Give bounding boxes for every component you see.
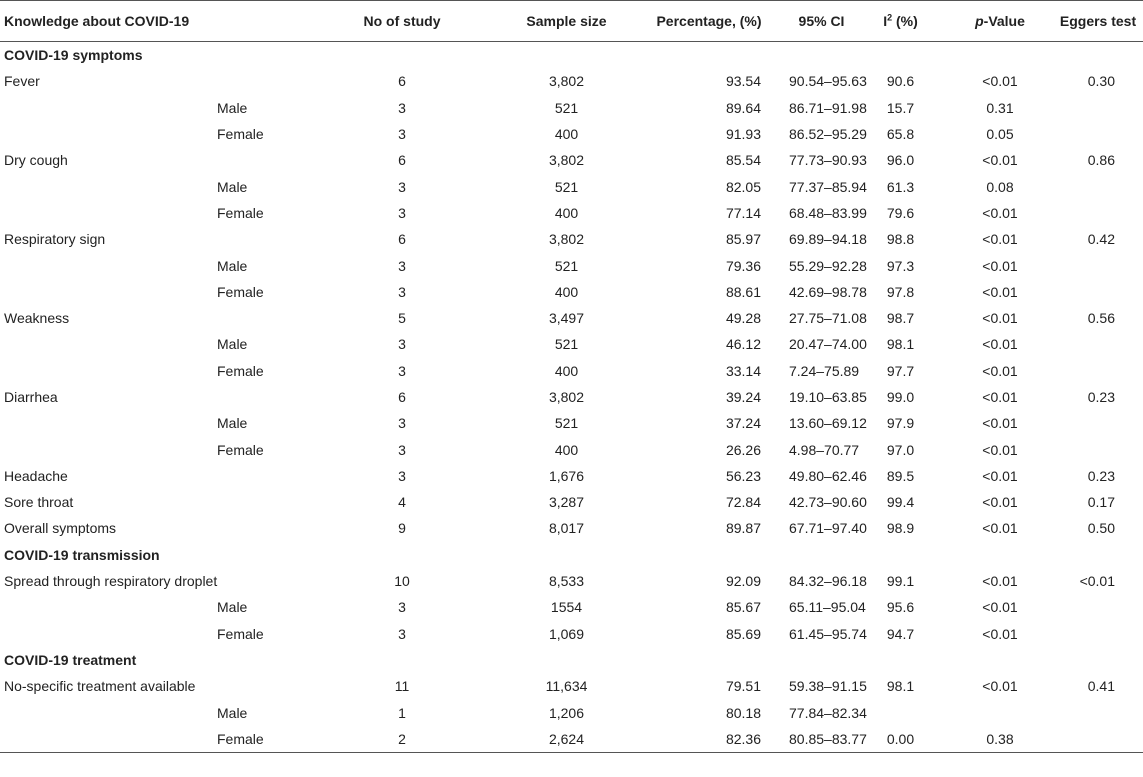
cell-sample-size: 400 bbox=[554, 283, 579, 300]
row-label: Weakness bbox=[4, 310, 70, 327]
cell-no-of-study: 4 bbox=[398, 494, 406, 511]
cell-i2: 98.1 bbox=[886, 678, 915, 695]
cell-eggers-test bbox=[1053, 594, 1143, 620]
cell-no-of-study: 11 bbox=[394, 678, 410, 695]
subgroup-label: Female bbox=[217, 362, 264, 379]
cell-percentage: 85.54 bbox=[725, 152, 761, 169]
table-header bbox=[0, 1, 1143, 42]
cell-no-of-study: 6 bbox=[398, 389, 406, 405]
row-label: Headache bbox=[4, 467, 68, 484]
cell-no-of-study: 3 bbox=[398, 257, 406, 274]
subgroup-label: Female bbox=[217, 625, 264, 642]
cell-eggers-test bbox=[1053, 331, 1143, 357]
cell-no-of-study: 10 bbox=[394, 573, 410, 590]
cell-p-value: <0.01 bbox=[982, 415, 1018, 432]
header-i2-sup: 2 bbox=[887, 12, 893, 23]
row-label: Diarrhea bbox=[4, 389, 58, 405]
cell-no-of-study: 3 bbox=[398, 362, 406, 379]
subgroup-label: Male bbox=[217, 599, 248, 616]
cell-sample-size: 11,634 bbox=[545, 678, 588, 695]
header-95-ci: 95% CI bbox=[789, 1, 854, 42]
cell-no-of-study: 3 bbox=[398, 99, 406, 116]
subgroup-row bbox=[0, 436, 1143, 462]
subgroup-label: Male bbox=[217, 704, 248, 721]
subgroup-label: Male bbox=[217, 257, 248, 274]
cell-95-ci: 55.29–92.28 bbox=[789, 257, 867, 274]
cell-95-ci: 49.80–62.46 bbox=[789, 467, 867, 484]
cell-p-value: <0.01 bbox=[982, 204, 1018, 221]
cell-95-ci: 84.32–96.18 bbox=[789, 573, 867, 590]
cell-95-ci: 4.98–70.77 bbox=[789, 441, 860, 458]
cell-p-value: <0.01 bbox=[982, 257, 1018, 274]
cell-no-of-study: 6 bbox=[398, 231, 406, 248]
section-title: COVID-19 symptoms bbox=[4, 47, 143, 64]
subgroup-row bbox=[0, 621, 1143, 647]
table-row bbox=[0, 515, 1143, 541]
cell-percentage: 72.84 bbox=[725, 494, 761, 511]
indent-spacer bbox=[0, 436, 217, 462]
cell-i2: 98.8 bbox=[886, 231, 915, 248]
subgroup-label: Female bbox=[217, 204, 264, 221]
cell-no-of-study: 2 bbox=[300, 726, 504, 753]
cell-sample-size: 3,287 bbox=[548, 494, 585, 511]
cell-95-ci: 42.73–90.60 bbox=[789, 494, 867, 511]
cell-eggers-test: 0.42 bbox=[1087, 231, 1115, 248]
cell-sample-size: 521 bbox=[554, 336, 579, 353]
header-p-italic: p bbox=[975, 13, 984, 29]
cell-sample-size: 1,676 bbox=[548, 467, 585, 484]
cell-95-ci: 59.38–91.15 bbox=[789, 678, 867, 695]
section-title: COVID-19 treatment bbox=[4, 651, 137, 668]
header-row bbox=[0, 1, 1143, 42]
subgroup-label: Male bbox=[217, 178, 248, 195]
table-row bbox=[0, 463, 1143, 489]
indent-spacer bbox=[0, 358, 217, 384]
cell-percentage: 89.64 bbox=[725, 99, 761, 116]
table-row bbox=[0, 226, 1143, 252]
cell-95-ci: 20.47–74.00 bbox=[789, 336, 867, 353]
header-knowledge: Knowledge about COVID-19 bbox=[0, 1, 300, 42]
cell-percentage: 82.05 bbox=[725, 178, 761, 195]
cell-i2 bbox=[854, 699, 947, 725]
header-i2 bbox=[854, 1, 947, 42]
header-no-of-study: No of study bbox=[300, 1, 504, 42]
cell-95-ci: 80.85–83.77 bbox=[789, 726, 854, 753]
indent-spacer bbox=[0, 121, 217, 147]
cell-95-ci: 19.10–63.85 bbox=[789, 389, 867, 405]
table-row bbox=[0, 305, 1143, 331]
header-i2-rest: (%) bbox=[892, 13, 918, 29]
cell-eggers-test bbox=[1053, 95, 1143, 121]
subgroup-row bbox=[0, 594, 1143, 620]
cell-no-of-study: 5 bbox=[398, 310, 406, 327]
header-i2-base: I bbox=[883, 13, 888, 29]
cell-p-value bbox=[947, 699, 1053, 725]
cell-i2: 98.7 bbox=[886, 310, 915, 327]
cell-eggers-test: <0.01 bbox=[1079, 573, 1115, 590]
cell-i2: 97.3 bbox=[886, 257, 915, 274]
row-label: Sore throat bbox=[4, 494, 74, 511]
cell-eggers-test bbox=[1053, 279, 1143, 305]
cell-sample-size: 8,533 bbox=[548, 573, 585, 590]
subgroup-row bbox=[0, 410, 1143, 436]
subgroup-label: Female bbox=[217, 726, 300, 753]
indent-spacer bbox=[0, 594, 217, 620]
cell-p-value: <0.01 bbox=[982, 625, 1018, 642]
cell-95-ci: 86.52–95.29 bbox=[789, 126, 867, 143]
cell-95-ci: 86.71–91.98 bbox=[789, 99, 867, 116]
cell-no-of-study: 3 bbox=[398, 126, 406, 143]
cell-eggers-test bbox=[1053, 358, 1143, 384]
cell-eggers-test bbox=[1053, 621, 1143, 647]
cell-i2: 94.7 bbox=[886, 625, 915, 642]
cell-sample-size: 521 bbox=[554, 99, 579, 116]
cell-no-of-study: 1 bbox=[398, 704, 406, 721]
cell-sample-size: 1,069 bbox=[548, 625, 585, 642]
cell-p-value: 0.31 bbox=[986, 99, 1014, 116]
cell-sample-size: 400 bbox=[554, 126, 579, 143]
cell-percentage: 37.24 bbox=[725, 415, 761, 432]
subgroup-row bbox=[0, 95, 1143, 121]
cell-i2: 97.9 bbox=[886, 415, 915, 432]
row-label: Fever bbox=[4, 73, 40, 90]
cell-eggers-test bbox=[1053, 252, 1143, 278]
cell-eggers-test bbox=[1053, 436, 1143, 462]
section-row bbox=[0, 542, 1143, 568]
subgroup-row bbox=[0, 279, 1143, 305]
cell-eggers-test: 0.41 bbox=[1087, 678, 1115, 695]
cell-eggers-test: 0.23 bbox=[1087, 467, 1115, 484]
cell-eggers-test: 0.56 bbox=[1087, 310, 1115, 327]
cell-eggers-test bbox=[1053, 726, 1143, 753]
cell-sample-size: 400 bbox=[554, 362, 579, 379]
header-eggers-test: Eggers test bbox=[1053, 1, 1143, 42]
cell-95-ci: 65.11–95.04 bbox=[789, 599, 866, 616]
cell-sample-size: 3,802 bbox=[548, 389, 585, 405]
cell-percentage: 56.23 bbox=[725, 467, 761, 484]
cell-percentage: 26.26 bbox=[725, 441, 761, 458]
cell-sample-size: 1554 bbox=[550, 599, 583, 616]
subgroup-row bbox=[0, 252, 1143, 278]
cell-percentage: 82.36 bbox=[629, 726, 789, 753]
cell-percentage: 85.97 bbox=[725, 231, 761, 248]
subgroup-label: Female bbox=[217, 283, 264, 300]
cell-p-value: <0.01 bbox=[982, 467, 1018, 484]
table-row bbox=[0, 568, 1143, 594]
cell-percentage: 77.14 bbox=[725, 204, 761, 221]
cell-i2: 97.8 bbox=[886, 283, 915, 300]
cell-sample-size: 3,802 bbox=[548, 152, 585, 169]
cell-95-ci: 77.84–82.34 bbox=[789, 704, 867, 721]
section-row bbox=[0, 42, 1143, 69]
cell-sample-size: 8,017 bbox=[548, 520, 585, 537]
cell-percentage: 91.93 bbox=[725, 126, 761, 143]
cell-p-value: <0.01 bbox=[982, 599, 1018, 616]
cell-p-value: <0.01 bbox=[982, 573, 1018, 590]
subgroup-label: Male bbox=[217, 99, 248, 116]
row-label: Respiratory sign bbox=[4, 231, 106, 248]
header-p-value bbox=[947, 1, 1053, 42]
subgroup-label: Male bbox=[217, 336, 248, 353]
cell-p-value: <0.01 bbox=[982, 73, 1018, 90]
indent-spacer bbox=[0, 279, 217, 305]
subgroup-label: Female bbox=[217, 441, 264, 458]
cell-i2: 89.5 bbox=[886, 467, 915, 484]
cell-p-value: <0.01 bbox=[982, 520, 1018, 537]
cell-eggers-test: 0.23 bbox=[1087, 389, 1115, 405]
cell-p-value: <0.01 bbox=[982, 362, 1018, 379]
subgroup-row bbox=[0, 121, 1143, 147]
cell-p-value: <0.01 bbox=[982, 494, 1018, 511]
cell-percentage: 85.67 bbox=[725, 599, 761, 616]
cell-eggers-test: 0.17 bbox=[1087, 494, 1115, 511]
cell-i2: 98.1 bbox=[886, 336, 915, 353]
cell-eggers-test bbox=[1053, 173, 1143, 199]
cell-p-value: <0.01 bbox=[982, 310, 1018, 327]
cell-percentage: 89.87 bbox=[725, 520, 761, 537]
cell-no-of-study: 3 bbox=[398, 467, 406, 484]
cell-p-value: <0.01 bbox=[982, 441, 1018, 458]
row-label: Overall symptoms bbox=[4, 520, 117, 537]
indent-spacer bbox=[0, 410, 217, 436]
cell-sample-size: 400 bbox=[554, 441, 579, 458]
cell-i2: 99.0 bbox=[886, 389, 915, 405]
cell-p-value: <0.01 bbox=[982, 283, 1018, 300]
section-row bbox=[0, 647, 1143, 673]
cell-95-ci: 90.54–95.63 bbox=[789, 73, 867, 90]
cell-sample-size: 521 bbox=[554, 178, 579, 195]
cell-p-value: <0.01 bbox=[982, 389, 1018, 405]
cell-percentage: 79.36 bbox=[725, 257, 761, 274]
cell-no-of-study: 9 bbox=[398, 520, 406, 537]
cell-no-of-study: 3 bbox=[398, 441, 406, 458]
subgroup-row bbox=[0, 173, 1143, 199]
cell-percentage: 85.69 bbox=[725, 625, 761, 642]
cell-i2: 0.00 bbox=[854, 726, 947, 753]
subgroup-row bbox=[0, 331, 1143, 357]
cell-95-ci: 77.37–85.94 bbox=[789, 178, 867, 195]
cell-i2: 95.6 bbox=[886, 599, 915, 616]
cell-i2: 15.7 bbox=[886, 99, 915, 116]
cell-eggers-test: 0.86 bbox=[1087, 152, 1115, 169]
cell-percentage: 80.18 bbox=[725, 704, 761, 721]
cell-95-ci: 61.45–95.74 bbox=[789, 625, 867, 642]
cell-percentage: 49.28 bbox=[725, 310, 761, 327]
cell-95-ci: 69.89–94.18 bbox=[789, 231, 867, 248]
cell-no-of-study: 6 bbox=[398, 152, 406, 169]
cell-i2: 99.4 bbox=[886, 494, 915, 511]
subgroup-label: Male bbox=[217, 415, 248, 432]
cell-eggers-test bbox=[1053, 410, 1143, 436]
cell-95-ci: 68.48–83.99 bbox=[789, 204, 867, 221]
cell-sample-size: 521 bbox=[554, 415, 579, 432]
cell-sample-size: 3,802 bbox=[548, 73, 585, 90]
cell-i2: 99.1 bbox=[886, 573, 915, 590]
cell-sample-size: 3,497 bbox=[548, 310, 585, 327]
cell-95-ci: 7.24–75.89 bbox=[789, 362, 860, 379]
cell-i2: 90.6 bbox=[886, 73, 915, 90]
table-row bbox=[0, 147, 1143, 173]
cell-no-of-study: 3 bbox=[398, 415, 406, 432]
cell-sample-size: 521 bbox=[554, 257, 579, 274]
row-label: No-specific treatment available bbox=[4, 678, 196, 695]
cell-p-value: 0.38 bbox=[947, 726, 1053, 753]
cell-no-of-study: 3 bbox=[398, 336, 406, 353]
cell-p-value: 0.05 bbox=[986, 126, 1014, 143]
cell-no-of-study: 3 bbox=[398, 283, 406, 300]
cell-sample-size: 2,624 bbox=[504, 726, 629, 753]
table-row bbox=[0, 68, 1143, 94]
cell-no-of-study: 3 bbox=[398, 599, 406, 616]
table-row bbox=[0, 384, 1143, 410]
cell-i2: 98.9 bbox=[886, 520, 915, 537]
subgroup-row bbox=[0, 726, 1143, 753]
cell-no-of-study: 3 bbox=[398, 178, 406, 195]
cell-95-ci: 13.60–69.12 bbox=[789, 415, 867, 432]
cell-p-value: <0.01 bbox=[982, 336, 1018, 353]
cell-percentage: 39.24 bbox=[725, 389, 761, 405]
indent-spacer bbox=[0, 726, 217, 753]
cell-percentage: 88.61 bbox=[725, 283, 761, 300]
cell-p-value: <0.01 bbox=[982, 152, 1018, 169]
cell-eggers-test bbox=[1053, 121, 1143, 147]
cell-95-ci: 42.69–98.78 bbox=[789, 283, 867, 300]
row-label: Dry cough bbox=[4, 152, 68, 169]
header-percentage: Percentage, (%) bbox=[629, 1, 789, 42]
cell-95-ci: 77.73–90.93 bbox=[789, 152, 867, 169]
header-sample-size: Sample size bbox=[504, 1, 629, 42]
cell-percentage: 92.09 bbox=[725, 573, 761, 590]
cell-i2: 96.0 bbox=[886, 152, 915, 169]
cell-sample-size: 1,206 bbox=[548, 704, 585, 721]
indent-spacer bbox=[0, 621, 217, 647]
subgroup-label: Female bbox=[217, 126, 264, 143]
cell-percentage: 93.54 bbox=[725, 73, 761, 90]
table-row bbox=[0, 489, 1143, 515]
cell-eggers-test bbox=[1053, 699, 1143, 725]
subgroup-row bbox=[0, 200, 1143, 226]
cell-p-value: <0.01 bbox=[982, 231, 1018, 248]
cell-sample-size: 400 bbox=[554, 204, 579, 221]
cell-p-value: <0.01 bbox=[982, 678, 1018, 695]
section-title: COVID-19 transmission bbox=[4, 546, 160, 563]
header-p-rest: -Value bbox=[983, 13, 1025, 29]
indent-spacer bbox=[0, 200, 217, 226]
cell-i2: 65.8 bbox=[886, 126, 915, 143]
cell-no-of-study: 6 bbox=[398, 73, 406, 90]
cell-eggers-test: 0.30 bbox=[1087, 73, 1115, 90]
cell-no-of-study: 3 bbox=[398, 204, 406, 221]
cell-eggers-test bbox=[1053, 200, 1143, 226]
cell-i2: 97.7 bbox=[886, 362, 915, 379]
indent-spacer bbox=[0, 95, 217, 121]
cell-percentage: 46.12 bbox=[725, 336, 761, 353]
subgroup-row bbox=[0, 358, 1143, 384]
row-label: Spread through respiratory droplet bbox=[4, 573, 218, 590]
cell-95-ci: 27.75–71.08 bbox=[789, 310, 867, 327]
cell-i2: 79.6 bbox=[886, 204, 915, 221]
cell-95-ci: 67.71–97.40 bbox=[789, 520, 867, 537]
subgroup-row bbox=[0, 699, 1143, 725]
table-body bbox=[0, 42, 1143, 753]
indent-spacer bbox=[0, 173, 217, 199]
cell-sample-size: 3,802 bbox=[548, 231, 585, 248]
cell-eggers-test: 0.50 bbox=[1087, 520, 1115, 537]
cell-p-value: 0.08 bbox=[986, 178, 1014, 195]
indent-spacer bbox=[0, 252, 217, 278]
cell-percentage: 33.14 bbox=[725, 362, 761, 379]
cell-percentage: 79.51 bbox=[725, 678, 761, 695]
cell-i2: 97.0 bbox=[886, 441, 915, 458]
indent-spacer bbox=[0, 699, 217, 725]
table-row bbox=[0, 673, 1143, 699]
cell-i2: 61.3 bbox=[886, 178, 915, 195]
cell-no-of-study: 3 bbox=[398, 625, 406, 642]
indent-spacer bbox=[0, 331, 217, 357]
